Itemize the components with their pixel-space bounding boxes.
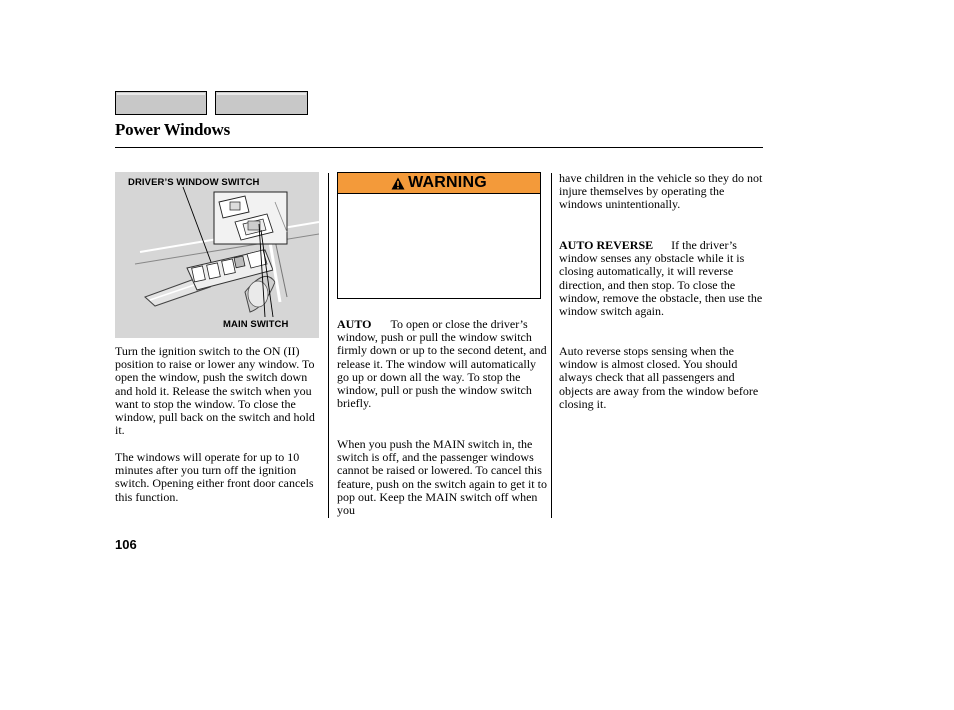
section-tab-2[interactable]	[215, 91, 308, 115]
window-switch-illustration	[115, 172, 319, 338]
children-paragraph: have children in the vehicle so they do not injure themselves by operating the windows unintentionally.	[559, 171, 763, 212]
auto-reverse-paragraph	[559, 239, 765, 318]
auto-reverse-limit-paragraph: Auto reverse stops sensing when the window is almost closed. You should always check that all passengers and objects are away from the window before closing it.	[559, 344, 759, 411]
warning-label: WARNING	[408, 174, 487, 191]
column-divider-1	[328, 173, 329, 518]
figure-label-drivers-window-switch: DRIVER’S WINDOW SWITCH	[128, 177, 260, 188]
page-number: 106	[115, 537, 137, 552]
figure-label-main-switch: MAIN SWITCH	[223, 319, 289, 330]
title-rule	[115, 147, 763, 148]
warning-triangle-icon	[391, 177, 405, 190]
auto-reverse-body: If the driver’s window senses any obstacle while it is closing automatically, it will reverse direction, and then stop. To close the window, remove the obstacle, then use the window switch again.	[559, 238, 763, 319]
page-title: Power Windows	[115, 120, 231, 139]
warning-box	[337, 172, 541, 299]
intro-paragraph: Turn the ignition switch to the ON (II) position to raise or lower any window. To open the window, push the switch down and hold it. Release the switch when you want to stop the window. To close the window, pull back on the switch and hold it.	[115, 344, 315, 438]
main-switch-paragraph: When you push the MAIN switch in, the switch is off, and the passenger windows cannot be raised or lowered. To cancel this feature, push on the switch again to get it to pop out. Keep the MAIN switch off when you	[337, 437, 547, 518]
auto-heading: AUTO	[337, 317, 372, 331]
column-divider-2	[551, 173, 552, 518]
warning-header	[338, 173, 540, 194]
door-panel-drawing	[115, 172, 319, 338]
auto-reverse-heading: AUTO REVERSE	[559, 238, 654, 252]
auto-body: To open or close the driver’s window, push or pull the window switch firmly down or up to the second detent, and release it. The window will automatically go up or down all the way. To stop the window, pull or push the window switch briefly.	[337, 317, 547, 411]
auto-paragraph	[337, 318, 547, 410]
timer-paragraph: The windows will operate for up to 10 minutes after you turn off the ignition switch. Opening either front door cancels this function.	[115, 450, 314, 504]
section-tab-1[interactable]	[115, 91, 207, 115]
